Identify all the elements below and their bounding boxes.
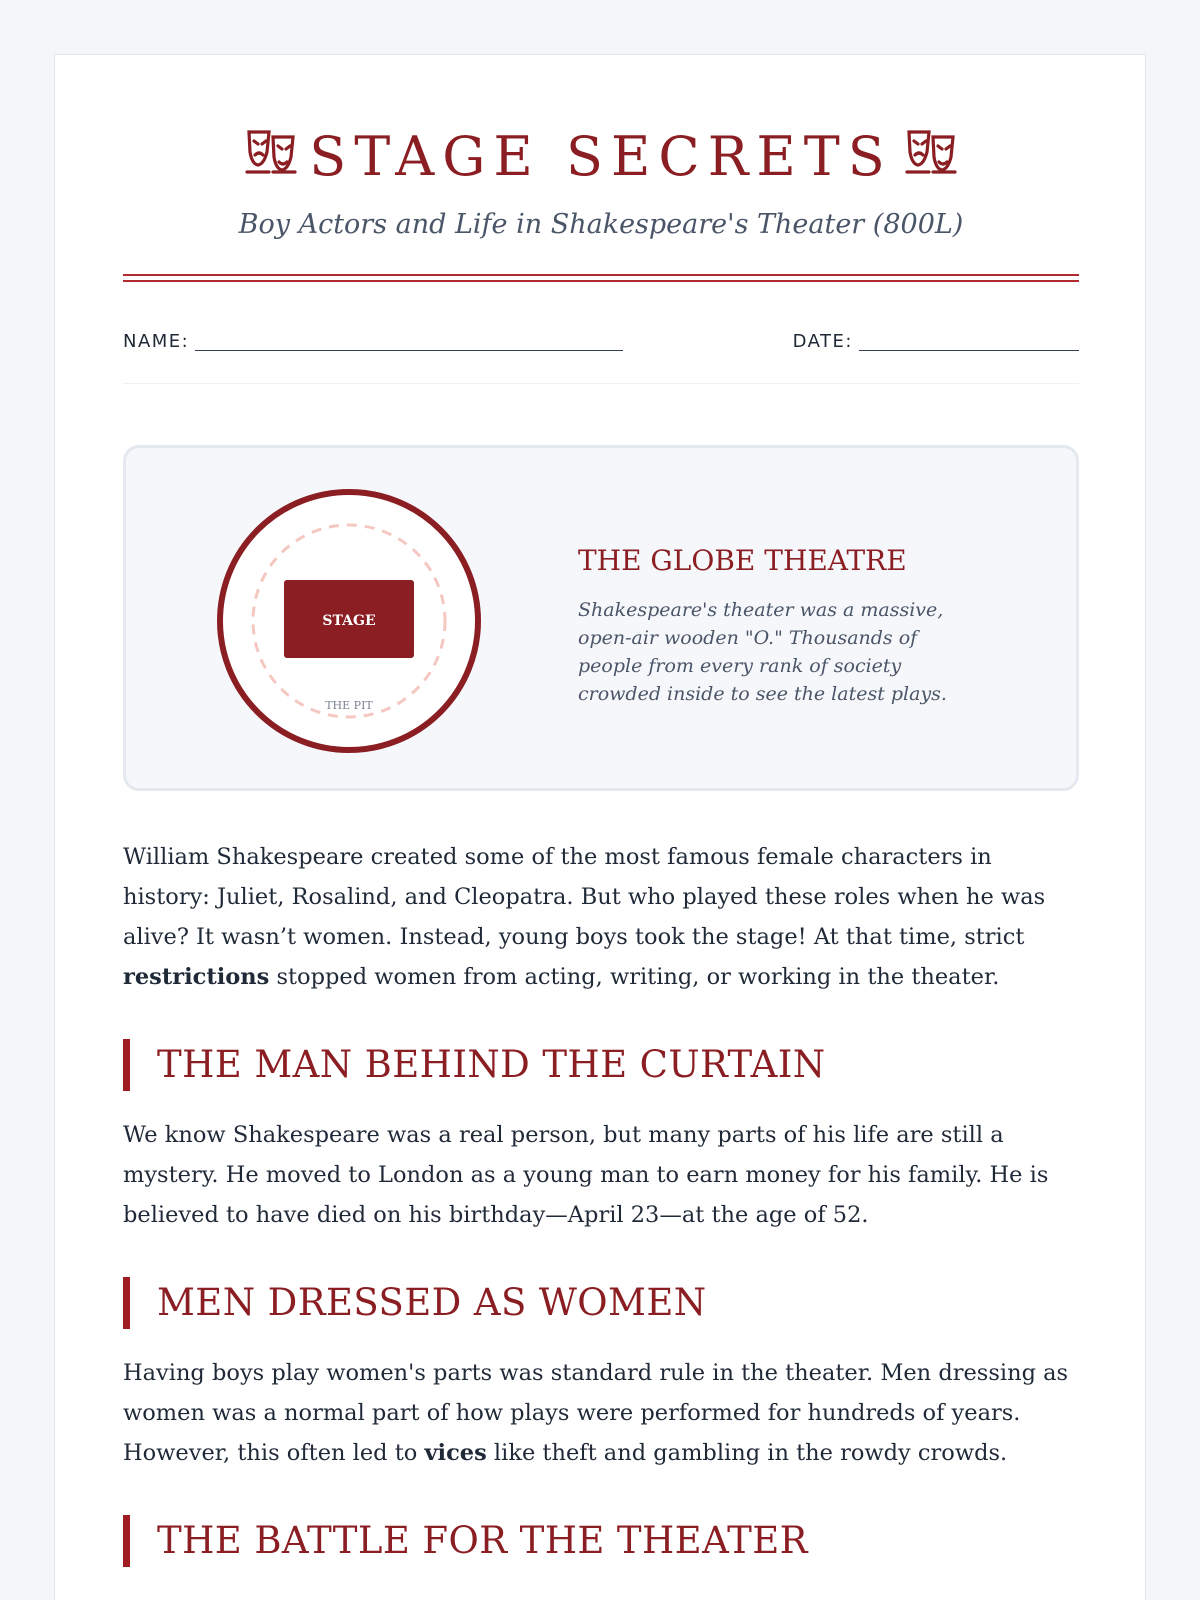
globe-theatre-diagram bbox=[214, 486, 484, 756]
student-info-fields bbox=[123, 329, 1079, 384]
page-subtitle: Boy Actors and Life in Shakespeare's Theater (800L) bbox=[238, 209, 964, 240]
stage-label: STAGE bbox=[322, 613, 376, 629]
reading-content bbox=[123, 837, 1079, 1591]
men-dressed-text-end: like theft and gambling in the rowdy crowds. bbox=[486, 1440, 1008, 1466]
section-heading-battle-for-theater: THE BATTLE FOR THE THEATER bbox=[123, 1515, 1079, 1567]
worksheet-header bbox=[123, 125, 1079, 243]
vocabulary-term: vices bbox=[424, 1440, 487, 1466]
theater-masks-icon bbox=[245, 125, 297, 177]
section-heading-men-dressed-as-women: MEN DRESSED AS WOMEN bbox=[123, 1277, 1079, 1329]
name-blank-line[interactable] bbox=[195, 329, 623, 351]
date-blank-line[interactable] bbox=[859, 329, 1079, 351]
man-behind-curtain-paragraph: We know Shakespeare was a real person, but many parts of his life are still a mystery. He moved to London as a young man to earn money for his family. He is believed to have died on his birthday—April 23—at the age of 52. bbox=[123, 1122, 1049, 1228]
name-label: NAME: bbox=[123, 331, 190, 352]
page-title bbox=[123, 125, 1079, 189]
globe-title: THE GLOBE THEATRE bbox=[578, 544, 907, 577]
globe-description: Shakespeare's theater was a massive, open-air wooden "O." Thousands of people from every rank of society crowded inside to see the latest plays. bbox=[578, 599, 947, 705]
section-heading-man-behind-curtain: THE MAN BEHIND THE CURTAIN bbox=[123, 1039, 1079, 1091]
date-field[interactable] bbox=[793, 329, 1079, 352]
intro-paragraph bbox=[123, 837, 1079, 997]
theater-masks-icon bbox=[905, 125, 957, 177]
date-label: DATE: bbox=[792, 331, 853, 352]
intro-text-start: William Shakespeare created some of the most famous female characters in history: Juliet, Rosalind, and Cleopatra. But who played these roles when he was alive? It wasn’t women. Instead, young boys took the stage! At that time, strict bbox=[123, 844, 1046, 950]
double-divider bbox=[123, 274, 1079, 282]
intro-text-end: stopped women from acting, writing, or working in the theater. bbox=[269, 964, 1000, 990]
globe-theatre-card bbox=[123, 445, 1079, 791]
globe-caption bbox=[578, 544, 968, 708]
men-dressed-text-start: Having boys play women's parts was standard rule in the theater. Men dressing as women was a normal part of how plays were performed for hundreds of years. However, this often led to bbox=[123, 1360, 1069, 1466]
pit-label: THE PIT bbox=[325, 699, 373, 712]
title-text: STAGE SECRETS bbox=[309, 125, 893, 188]
men-dressed-as-women-paragraph bbox=[123, 1353, 1079, 1473]
worksheet-page bbox=[54, 54, 1146, 1600]
vocabulary-term: restrictions bbox=[123, 964, 270, 990]
name-field[interactable] bbox=[123, 329, 623, 352]
